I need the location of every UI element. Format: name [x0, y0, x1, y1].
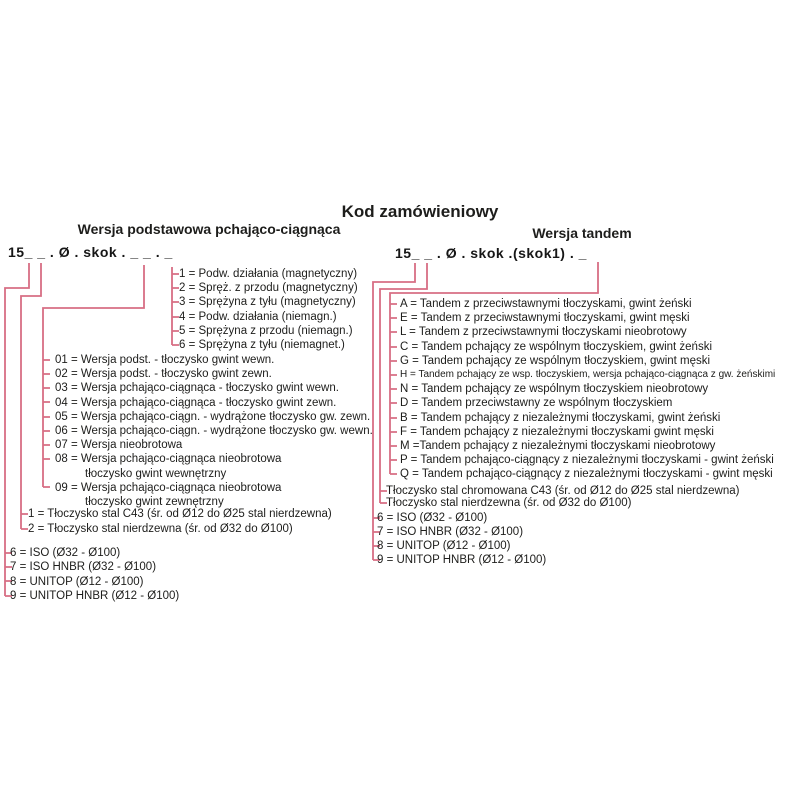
page-title: Kod zamówieniowy [341, 202, 499, 221]
option-row: 2 = Spręż. z przodu (magnetyczny) [179, 282, 358, 295]
option-row: C = Tandem pchający ze wspólnym tłoczyskiem, gwint żeński [400, 340, 713, 353]
right-tandem-options-list [400, 297, 775, 481]
option-row: D = Tandem przeciwstawny ze wspólnym tłoczyskiem [400, 397, 673, 410]
option-row: 9 = UNITOP HNBR (Ø12 - Ø100) [377, 554, 547, 566]
right-rod-options-list [386, 485, 739, 509]
option-row: 8 = UNITOP (Ø12 - Ø100) [10, 575, 144, 588]
left-series-options-list [10, 546, 179, 603]
option-row: 08 = Wersja pchająco-ciągnąca nieobrotowa [55, 453, 282, 466]
left-section-header: Wersja podstawowa pchająco-ciągnąca [77, 221, 341, 237]
right-order-code: 15_ _ . Ø . skok .(skok1) . _ [395, 245, 587, 261]
option-row: 3 = Sprężyna z tyłu (magnetyczny) [179, 296, 356, 309]
option-row: 1 = Tłoczysko stal C43 (śr. od Ø12 do Ø25 stal nierdzewna) [28, 508, 332, 520]
option-row: H = Tandem pchający ze wsp. tłoczyskiem, wersja pchająco-ciągnąca z gw. żeńskimi [400, 368, 776, 380]
option-row: 7 = ISO HNBR (Ø32 - Ø100) [377, 526, 524, 538]
option-row: N = Tandem pchający ze wspólnym tłoczyskiem nieobrotowy [400, 383, 709, 396]
option-row: Tłoczysko stal chromowana C43 (śr. od Ø12 do Ø25 stal nierdzewna) [386, 485, 740, 497]
connector-left-rod [21, 263, 41, 529]
option-row: A = Tandem z przeciwstawnymi tłoczyskami, gwint żeński [400, 298, 692, 310]
option-row: 7 = ISO HNBR (Ø32 - Ø100) [10, 561, 157, 574]
left-rod-options-list [28, 507, 332, 537]
connector-left-function [172, 267, 179, 345]
option-row: 03 = Wersja pchająco-ciągnąca - tłoczysko gwint wewn. [55, 382, 339, 395]
option-row: 01 = Wersja podst. - tłoczysko gwint wewn. [55, 354, 275, 366]
right-section-header: Wersja tandem [532, 225, 632, 241]
option-row: 2 = Tłoczysko stal nierdzewna (śr. od Ø32 do Ø100) [28, 523, 293, 535]
option-row: 05 = Wersja pchająco-ciągn. - wydrążone tłoczysko gw. zewn. [55, 410, 371, 423]
option-row: 06 = Wersja pchająco-ciągn. - wydrążone tłoczysko gw. wewn. [55, 424, 373, 437]
option-row: L = Tandem z przeciwstawnymi tłoczyskami nieobrotowy [400, 326, 687, 339]
option-row: 07 = Wersja nieobrotowa [55, 439, 183, 452]
option-row: B = Tandem pchający z niezależnymi tłoczyskami, gwint żeński [400, 411, 721, 424]
option-row: 5 = Sprężyna z przodu (niemagn.) [179, 324, 353, 337]
option-row: 8 = UNITOP (Ø12 - Ø100) [377, 540, 511, 552]
option-row: E = Tandem z przeciwstawnymi tłoczyskami, gwint męski [400, 312, 690, 325]
option-row: 04 = Wersja pchająco-ciągnąca - tłoczysko gwint zewn. [55, 396, 337, 409]
option-row: 9 = UNITOP HNBR (Ø12 - Ø100) [10, 589, 180, 602]
option-row: Tłoczysko stal nierdzewna (śr. od Ø32 do Ø100) [386, 497, 632, 509]
option-row: P = Tandem pchająco-ciągnący z niezależnymi tłoczyskami - gwint żeński [400, 454, 774, 467]
option-row: Q = Tandem pchająco-ciągnący z niezależnymi tłoczyskami - gwint męski [400, 468, 773, 481]
left-function-options-list [179, 267, 358, 352]
right-series-options-list [377, 511, 546, 567]
option-row: 1 = Podw. działania (magnetyczny) [179, 268, 358, 280]
option-row: 6 = Sprężyna z tyłu (niemagnet.) [179, 338, 345, 351]
option-row: 4 = Podw. działania (niemagn.) [179, 310, 337, 323]
option-row: 02 = Wersja podst. - tłoczysko gwint zewn. [55, 368, 272, 381]
option-row: 6 = ISO (Ø32 - Ø100) [10, 547, 121, 559]
option-row-continuation: tłoczysko gwint wewnętrzny [85, 467, 227, 480]
option-row: 6 = ISO (Ø32 - Ø100) [377, 512, 488, 524]
option-row: G = Tandem pchający ze wspólnym tłoczyskiem, gwint męski [400, 354, 711, 367]
left-order-code: 15_ _ . Ø . skok . _ _ . _ [8, 244, 173, 260]
option-row: F = Tandem pchający z niezależnymi tłoczyskami gwint męski [400, 425, 714, 438]
option-row: 09 = Wersja pchająco-ciągnąca nieobrotowa [55, 481, 282, 494]
option-row-continuation: tłoczysko gwint zewnętrzny [85, 495, 224, 508]
left-version-options-list [55, 353, 373, 509]
option-row: M =Tandem pchający z niezależnymi tłoczyskami nieobrotowy [400, 439, 716, 452]
